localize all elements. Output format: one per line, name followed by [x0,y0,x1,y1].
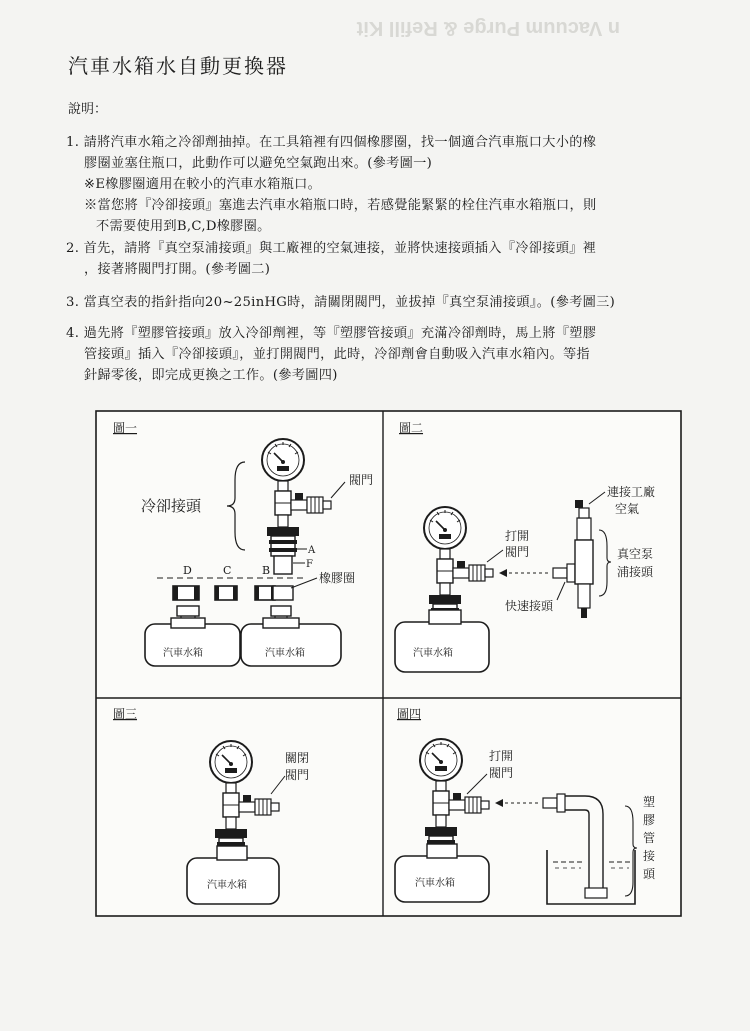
instruction-step-2 [66,238,726,280]
figure-2-connect-air-label-2: 空氣 [615,502,640,516]
figure-4-open-valve-label-1: 打開 [489,749,514,763]
radiator-tank-icon [395,622,489,672]
radiator-tank-icon [145,624,240,666]
figure-1-letter-c: C [223,564,232,577]
figure-4-tube-connector-label-5: 頭 [643,867,656,881]
figure-3-tank-label: 汽車水箱 [207,880,247,891]
instruction-step-4 [66,323,726,386]
figure-4-label: 圖四 [397,707,422,721]
figure-2-open-valve-label-2: 閥門 [505,545,530,559]
figure-1-letter-f: F [306,559,313,570]
vacuum-pump-connector-icon [575,500,593,618]
figure-3-close-valve-label-2: 閥門 [285,768,310,782]
figure-2-connect-air-label-1: 連接工廠 [607,485,656,499]
instruction-step-3 [66,292,726,313]
rubber-ring-b-icon [255,586,275,600]
figure-1-rubber-ring-label: 橡膠圈 [319,571,356,585]
figure-2-open-valve-label-1: 打開 [505,529,530,543]
vacuum-gauge-icon [262,439,304,481]
figure-1-letter-b: B [262,564,271,577]
step-1-note-2: ※當您將『冷卻接頭』塞進去汽車水箱瓶口時，若感覺能緊緊的栓住汽車水箱瓶口，則 [84,198,597,213]
figure-2-quick-connector-label: 快速接頭 [505,599,554,613]
figure-4-tank-label: 汽車水箱 [415,878,455,889]
figure-4-open-valve-label-2: 閥門 [489,766,514,780]
instruction-step-1 [66,132,726,237]
figure-1-valve-label: 閥門 [349,473,374,487]
figure-4-tube-connector-label-2: 膠 [643,813,656,827]
figure-1-label: 圖一 [113,421,138,435]
vacuum-gauge-icon [210,741,252,783]
figure-1-tank-left-label: 汽車水箱 [163,648,203,659]
intro-label: 說明： [68,102,108,117]
figure-1-letter-d: D [183,564,192,577]
bleed-through-heading: n Vacuum Purge & Refill Kit [356,17,620,39]
figure-4-tube-connector-label-1: 塑 [643,795,656,809]
step-2-line-2: ，接著將閥門打開。(參考圖二) [84,262,271,277]
figure-3-label: 圖三 [113,707,138,721]
step-2-line-1: 2. 首先，請將『真空泵浦接頭』與工廠裡的空氣連接，並將快速接頭插入『冷卻接頭』裡 [66,241,597,256]
figure-4-tube-connector-label-3: 管 [643,831,656,845]
figure-1-letter-a: A [308,545,316,556]
step-3-line-1: 3. 當真空表的指針指向20~25inHG時，請關閉閥門，並拔掉『真空泵浦接頭』。(參考圖三) [66,295,616,310]
step-1-note-1: ※E橡膠圈適用在較小的汽車水箱瓶口。 [84,177,322,192]
vacuum-gauge-icon [424,507,466,549]
figure-2-pump-connector-label-1: 真空泵 [617,547,654,561]
figure-4-tube-connector-label-4: 接 [643,849,656,863]
vacuum-gauge-icon [420,739,462,781]
figure-1-cooling-connector-label: 冷卻接頭 [141,497,202,515]
rubber-ring-e-icon [273,586,293,600]
rubber-ring-c-icon [215,586,237,600]
page-title: 汽車水箱水自動更換器 [68,54,288,78]
step-4-line-2: 管接頭』插入『冷卻接頭』，並打開閥門，此時，冷卻劑會自動吸入汽車水箱內。等指 [84,347,590,362]
radiator-tank-icon [241,624,341,666]
figure-2-tank-label: 汽車水箱 [413,648,453,659]
step-1-note-2-cont: 不需要使用到B,C,D橡膠圈。 [96,219,271,234]
figure-2-pump-connector-label-2: 浦接頭 [617,565,654,579]
step-1-line-2: 膠圈並塞住瓶口，此動作可以避免空氣跑出來。(參考圖一) [84,156,433,171]
figure-1-tank-right-label: 汽車水箱 [265,648,305,659]
figure-3-close-valve-label-1: 關閉 [285,751,310,765]
figure-panel [95,410,685,920]
step-1-line-1: 1. 請將汽車水箱之冷卻劑抽掉。在工具箱裡有四個橡膠圈，找一個適合汽車瓶口大小的橡 [66,135,597,150]
rubber-ring-d-icon [173,586,199,600]
step-4-line-3: 針歸零後，即完成更換之工作。(參考圖四) [84,368,338,383]
step-4-line-1: 4. 過先將『塑膠管接頭』放入冷卻劑裡，等『塑膠管接頭』充滿冷卻劑時，馬上將『塑膠 [66,326,597,341]
figure-2-label: 圖二 [399,421,424,435]
